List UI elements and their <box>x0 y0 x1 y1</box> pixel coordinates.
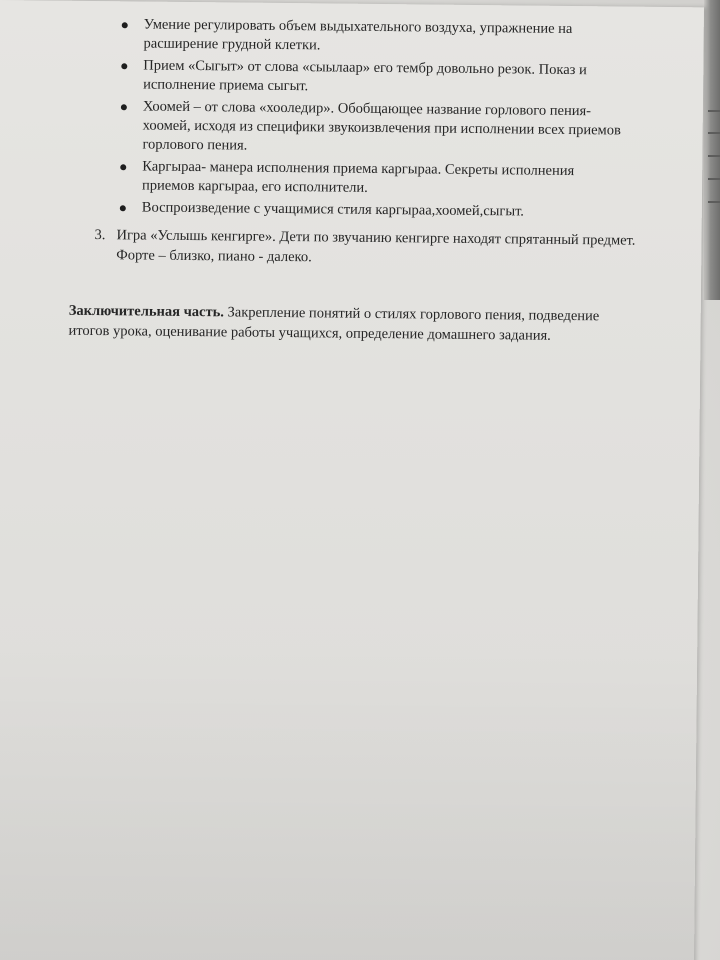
bullet-icon <box>120 205 126 211</box>
conclusion-text: Закрепление понятий о стилях горлового пения, подведение итогов урока, оценивание работы учащихся, определение домашнего задания. <box>68 304 600 344</box>
bullet-text: Умение регулировать объем выдыхательного воздуха, упражнение на расширение грудной клетки. <box>143 16 573 54</box>
bullet-list <box>120 15 632 225</box>
conclusion-heading: Заключительная часть. <box>68 302 224 321</box>
bullet-icon <box>121 104 127 110</box>
list-item <box>120 198 630 222</box>
bullet-text: Хоомей – от слова «хооледир». Обобщающее название горлового пения- хоомей, исходя из специфики звукоизвлечения при исполнении всех приемов горлового пения. <box>142 98 621 154</box>
item-number: 3. <box>94 227 106 244</box>
bullet-icon <box>120 164 126 170</box>
bullet-icon <box>121 63 127 69</box>
list-item <box>120 157 630 200</box>
numbered-item <box>94 225 654 271</box>
bullet-text: Прием «Сыгыт» от слова «сыылаар» его тембр довольно резок. Показ и исполнение приема сыгыт. <box>143 57 587 95</box>
conclusion-paragraph <box>68 301 638 347</box>
background-edge <box>704 0 720 300</box>
bullet-icon <box>122 22 128 28</box>
list-item <box>121 15 631 58</box>
item-text: Игра «Услышь кенгирге». Дети по звучанию кенгирге находят спрятанный предмет. Форте – близко, пиано - далеко. <box>116 227 636 266</box>
bullet-text: Каргыраа- манера исполнения приема каргыраа. Секреты исполнения приемов каргыраа, его исполнители. <box>141 158 575 196</box>
list-item <box>121 56 631 99</box>
list-item <box>120 97 631 159</box>
bullet-text: Воспроизведение с учащимися стиля каргыраа,хоомей,сыгыт. <box>141 199 525 220</box>
